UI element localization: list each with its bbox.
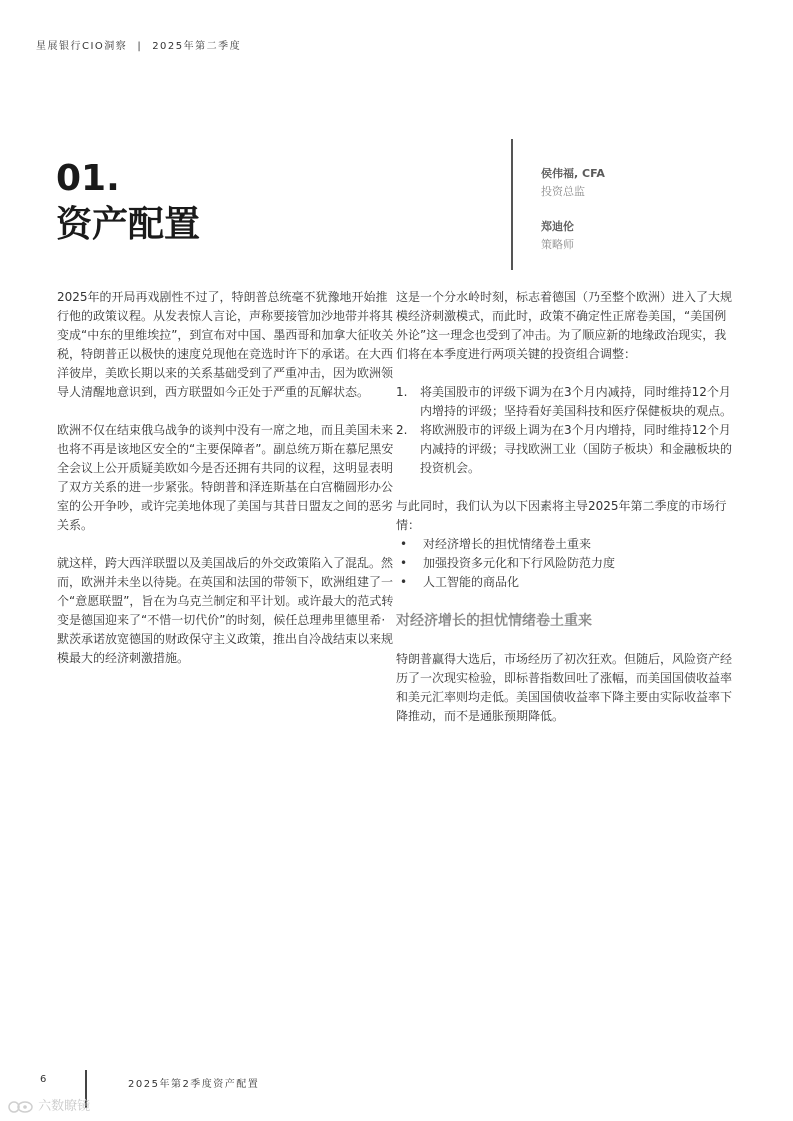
factors-intro: 与此同时，我们认为以下因素将主导2025年第二季度的市场行情： <box>396 499 727 532</box>
watermark <box>8 1095 90 1114</box>
list-item-text: 将美国股市的评级下调为在3个月内减持，同时维持12个月内增持的评级；坚持看好美国科技和医疗保健板块的观点。 <box>420 385 733 418</box>
page-number: 6 <box>40 1074 47 1085</box>
eye-logo-icon <box>8 1100 34 1114</box>
footer-title: 2025年第2季度资产配置 <box>128 1079 260 1090</box>
bullet-item <box>396 573 734 592</box>
list-item <box>396 421 734 478</box>
factor-list <box>396 535 734 592</box>
list-item <box>396 383 734 421</box>
bullet-icon: • <box>400 537 408 551</box>
list-number: 1. <box>396 385 408 399</box>
author-entry <box>541 218 605 254</box>
body-paragraph: 欧洲不仅在结束俄乌战争的谈判中没有一席之地，而且美国未来也将不再是该地区安全的“主要保障者”。副总统万斯在慕尼黑安全会议上公开质疑美欧如今是否还拥有共同的议程，这明显表明了双方关系的进一步紧张。特朗普和泽连斯基在白宫椭圆形办公室的公开争吵，或许完美地体现了美国与其昔日盟友之间的恶劣关系。 <box>57 423 394 532</box>
publication-name: 星展银行CIO洞察 <box>36 41 128 52</box>
left-column <box>57 288 395 687</box>
bullet-item <box>396 554 734 573</box>
adjustment-list <box>396 383 734 478</box>
author-name: 郑迪伦 <box>541 220 574 233</box>
body-paragraph: 特朗普赢得大选后，市场经历了初次狂欢。但随后，风险资产经历了一次现实检验，即标普指数回吐了涨幅，而美国国债收益率和美元汇率则均走低。美国国债收益率下降主要由实际收益率下降推动，而不是通胀预期降低。 <box>396 652 733 723</box>
bullet-icon: • <box>400 556 408 570</box>
running-header <box>36 37 241 52</box>
bullet-item <box>396 535 734 554</box>
bullet-text: 加强投资多元化和下行风险防范力度 <box>423 556 616 570</box>
subheading: 对经济增长的担忧情绪卷土重来 <box>396 613 592 629</box>
watermark-text: 六数瞭镜 <box>38 1099 91 1114</box>
right-column <box>396 288 734 745</box>
section-title: 资产配置 <box>56 204 201 245</box>
bullet-text: 人工智能的商品化 <box>423 575 520 589</box>
author-role: 投资总监 <box>541 185 585 198</box>
list-item-text: 将欧洲股市的评级上调为在3个月内增持，同时维持12个月内减持的评级；寻找欧洲工业（国防子板块）和金融板块的投资机会。 <box>420 423 733 475</box>
author-name: 侯伟福, CFA <box>541 167 605 180</box>
header-separator: | <box>137 41 143 52</box>
author-divider <box>511 139 513 270</box>
intro-paragraph: 这是一个分水岭时刻，标志着德国（乃至整个欧洲）进入了大规模经济刺激模式，而此时，政策不确定性正席卷美国，“美国例外论”这一理念也受到了冲击。为了顺应新的地缘政治现实，我们将在本季度进行两项关键的投资组合调整： <box>396 290 733 361</box>
author-role: 策略师 <box>541 238 574 251</box>
author-entry <box>541 165 605 201</box>
edition-label: 2025年第二季度 <box>152 41 242 52</box>
section-number: 01. <box>56 158 120 199</box>
body-paragraph: 就这样，跨大西洋联盟以及美国战后的外交政策陷入了混乱。然而，欧洲并未坐以待毙。在英国和法国的带领下，欧洲组建了一个“意愿联盟”，旨在为乌克兰制定和平计划。或许最大的范式转变是德国迎来了“不惜一切代价”的时刻，候任总理弗里德里希·默茨承诺放宽德国的财政保守主义政策，推出自冷战结束以来规模最大的经济刺激措施。 <box>57 556 394 665</box>
bullet-icon: • <box>400 575 408 589</box>
body-paragraph: 2025年的开局再戏剧性不过了，特朗普总统毫不犹豫地开始推行他的政策议程。从发表惊人言论，声称要接管加沙地带并将其变成“中东的里维埃拉”，到宣布对中国、墨西哥和加拿大征收关税，特朗普正以极快的速度兑现他在竞选时许下的承诺。在大西洋彼岸，美欧长期以来的关系基础受到了严重冲击，因为欧洲领导人清醒地意识到，西方联盟如今正处于严重的瓦解状态。 <box>57 290 394 399</box>
author-list <box>541 165 605 254</box>
list-number: 2. <box>396 423 408 437</box>
bullet-text: 对经济增长的担忧情绪卷土重来 <box>423 537 592 551</box>
section-heading <box>56 156 200 248</box>
